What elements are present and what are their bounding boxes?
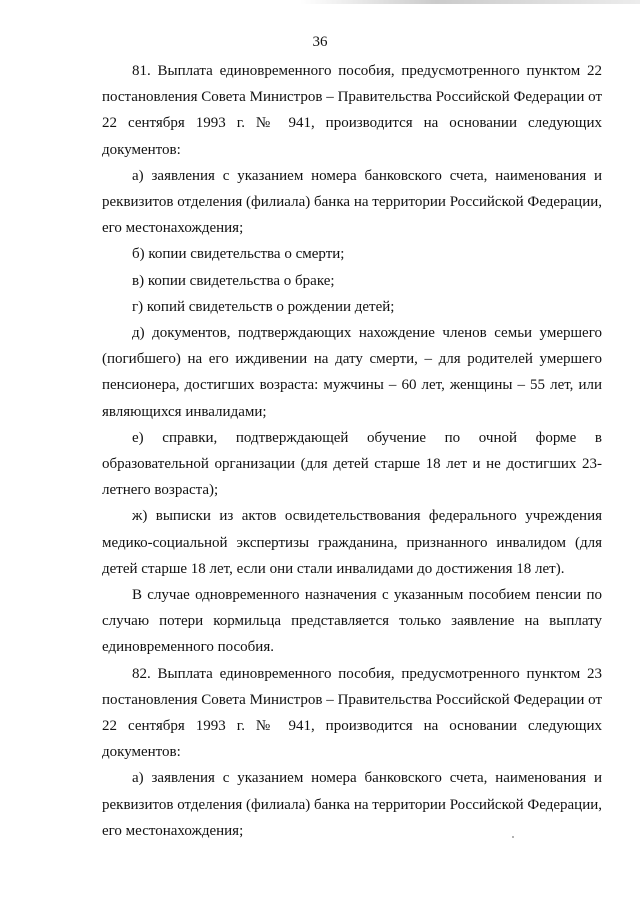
page-number: 36 (312, 34, 328, 50)
document-body (102, 58, 602, 844)
paragraph-81-intro: 81. Выплата единовременного пособия, предусмотренного пунктом 22 постановления Совета Министров – Правительства Российской Федерации от 22 сентября 1993 г. № 941, производится на основании следующих документов: (102, 63, 602, 158)
paragraph-81-item-g: г) копий свидетельств о рождении детей; (132, 298, 395, 315)
scan-edge-shadow (300, 0, 640, 4)
paragraph-81-item-a: а) заявления с указанием номера банковского счета, наименования и реквизитов отделения (филиала) банка на территории Российской Федерации, его местонахождения; (102, 167, 602, 237)
paragraph-81-item-v: в) копии свидетельства о браке; (132, 272, 335, 289)
paragraph-81-item-d: д) документов, подтверждающих нахождение членов семьи умершего (погибшего) на его иждивении на дату смерти, – для родителей умершего пенсионера, достигших возраста: мужчины – 60 лет, женщины – 55 лет, или являющихся инвалидами; (102, 325, 602, 420)
paragraph-81-item-b: б) копии свидетельства о смерти; (132, 246, 345, 263)
paragraph-81-item-zh: ж) выписки из актов освидетельствования федерального учреждения медико-социальной экспертизы гражданина, признанного инвалидом (для детей старше 18 лет, если они стали инвалидами до достижения 18 лет). (102, 508, 602, 577)
paragraph-82-item-a: а) заявления с указанием номера банковского счета, наименования и реквизитов отделения (филиала) банка на территории Российской Федерации, его местонахождения; (102, 770, 602, 839)
paragraph-81-note: В случае одновременного назначения с указанным пособием пенсии по случаю потери кормильца представляется только заявление на выплату единовременного пособия. (102, 587, 602, 656)
paragraph-81-item-e: е) справки, подтверждающей обучение по очной форме в образовательной организации (для детей старше 18 лет и не достигших 23-летнего возраста); (102, 429, 602, 499)
scan-speck (512, 836, 514, 838)
paragraph-82-intro: 82. Выплата единовременного пособия, предусмотренного пунктом 23 постановления Совета Министров – Правительства Российской Федерации от 22 сентября 1993 г. № 941, производится на основании следующих документов: (102, 665, 602, 761)
